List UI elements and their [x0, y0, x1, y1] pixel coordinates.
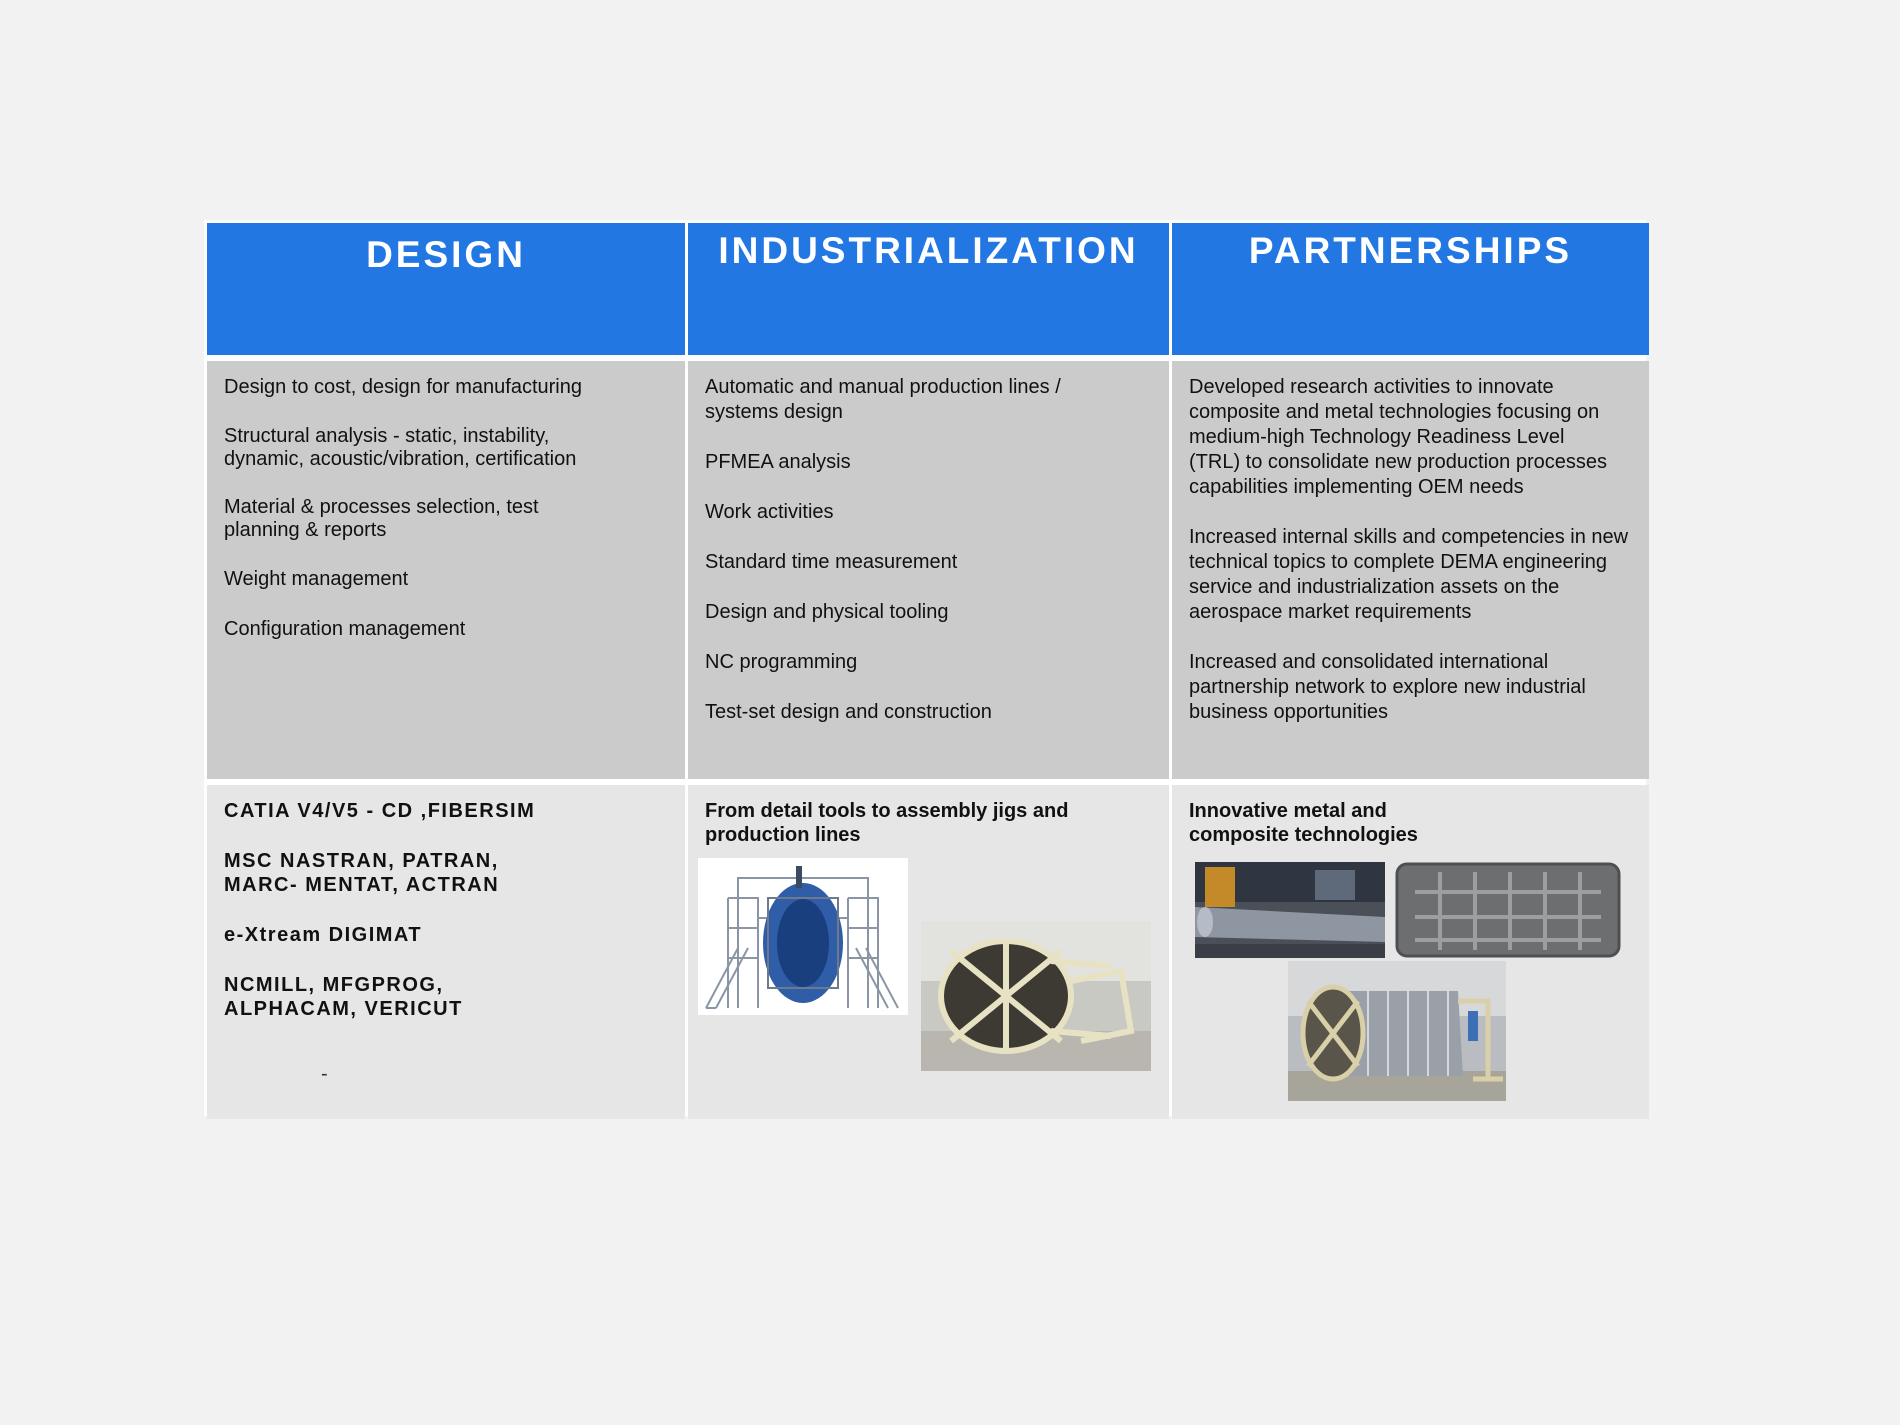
- fuselage-barrel-photo: [1288, 961, 1506, 1101]
- partnerships-activity-item: Increased and consolidated international partnership network to explore new industrial business opportunities: [1189, 651, 1586, 723]
- header-design-title: DESIGN: [366, 234, 526, 275]
- header-industrialization: [688, 223, 1169, 355]
- design-activity-item: Configuration management: [224, 618, 466, 640]
- design-tool-item: MSC NASTRAN, PATRAN, MARC- MENTAT, ACTRAN: [224, 850, 500, 896]
- stray-dash: -: [321, 1063, 328, 1085]
- design-tool-item: CATIA V4/V5 - CD ,FIBERSIM: [224, 800, 536, 822]
- header-partnerships: [1172, 223, 1649, 355]
- design-tool-item: NCMILL, MFGPROG, ALPHACAM, VERICUT: [224, 974, 463, 1020]
- design-activity-item: Material & processes selection, test planning & reports: [224, 496, 539, 541]
- design-tool-item: e-Xtream DIGIMAT: [224, 924, 423, 946]
- production-line-photo: [921, 921, 1151, 1071]
- header-partnerships-title: PARTNERSHIPS: [1248, 230, 1573, 271]
- design-tools-list: [224, 799, 669, 1021]
- industrialization-activities: [688, 361, 1169, 779]
- industrialization-activity-item: PFMEA analysis: [705, 451, 851, 473]
- industrialization-activity-item: Work activities: [705, 501, 834, 523]
- partnerships-activity-item: Increased internal skills and competencies in new technical topics to complete DEMA engineering service and industrialization assets on the aerospace market requirements: [1189, 526, 1629, 623]
- composite-panel-photo: [1395, 862, 1621, 958]
- industrialization-activity-item: Automatic and manual production lines / systems design: [705, 376, 1061, 423]
- design-activities: [207, 361, 685, 779]
- industrialization-activity-item: NC programming: [705, 651, 858, 673]
- partnerships-tools: [1172, 785, 1649, 1119]
- industrialization-activity-item: Design and physical tooling: [705, 601, 949, 623]
- industrialization-activity-item: Standard time measurement: [705, 551, 958, 573]
- design-activity-item: Weight management: [224, 568, 409, 590]
- design-tools: [207, 785, 685, 1119]
- capabilities-table: [204, 220, 1646, 1116]
- industrialization-tools: [688, 785, 1169, 1119]
- partnerships-activity-item: Developed research activities to innovate composite and metal technologies focusing on medium-high Technology Readiness Level (TRL) to consolidate new production processes capabilities implementing OEM needs: [1189, 376, 1607, 498]
- header-industrialization-title: INDUSTRIALIZATION: [718, 230, 1139, 271]
- metal-technology-photo: [1195, 862, 1385, 958]
- partnerships-caption: Innovative metal and composite technologies: [1189, 800, 1418, 846]
- assembly-jig-photo: [698, 858, 908, 1015]
- header-design: [207, 223, 685, 355]
- industrialization-caption: From detail tools to assembly jigs and production lines: [705, 800, 1069, 846]
- design-activity-item: Structural analysis - static, instability, dynamic, acoustic/vibration, certification: [224, 425, 577, 470]
- industrialization-activity-item: Test-set design and construction: [705, 701, 992, 723]
- partnerships-activities: [1172, 361, 1649, 779]
- design-activity-item: Design to cost, design for manufacturing: [224, 376, 582, 398]
